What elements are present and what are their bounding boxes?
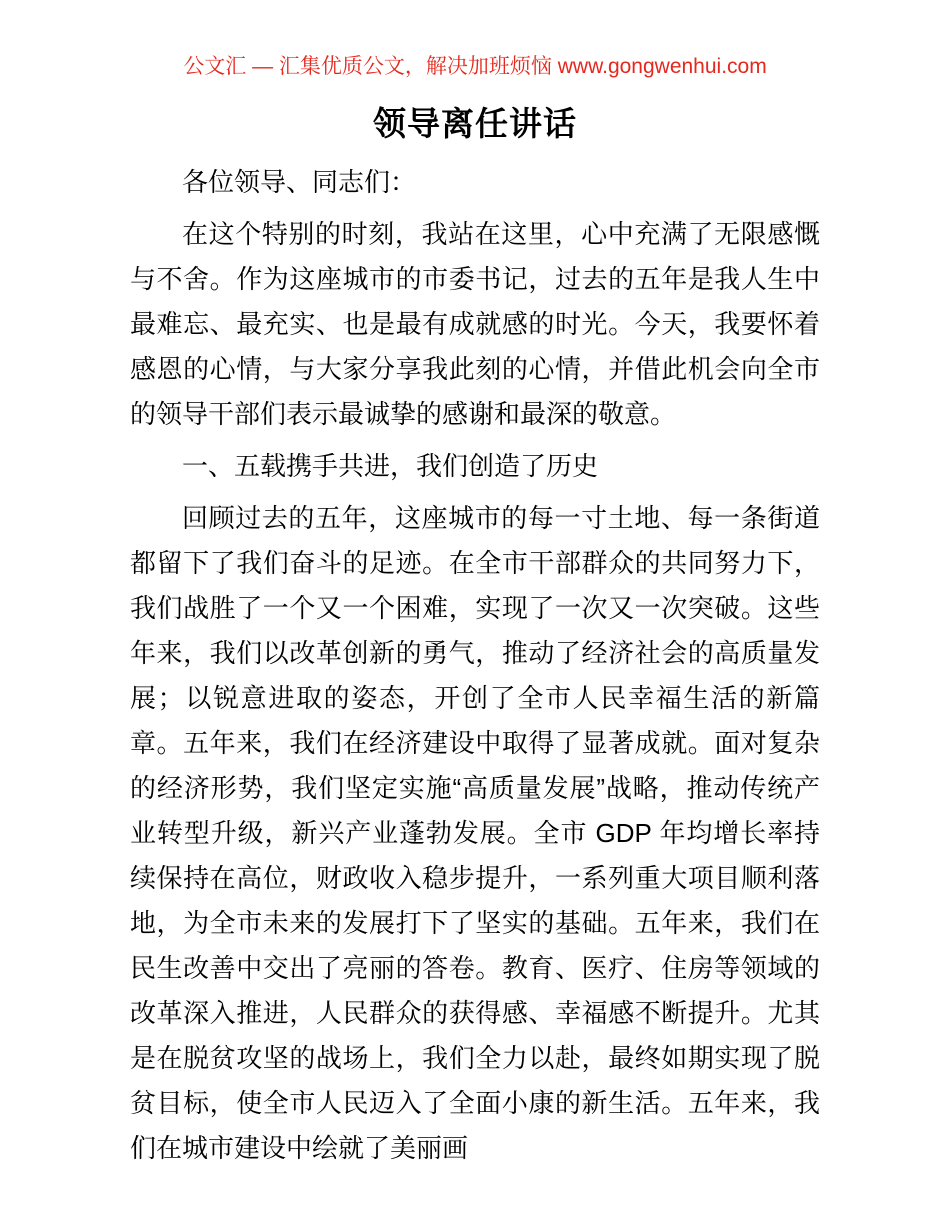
intro-paragraph: 在这个特别的时刻，我站在这里，心中充满了无限感慨与不舍。作为这座城市的市委书记，过去的五年是我人生中最难忘、最充实、也是最有成就感的时光。今天，我要怀着感恩的心情，与大家分享我此刻的心情，并借此机会向全市的领导干部们表示最诚挚的感谢和最深的敬意。 [130,219,820,429]
watermark-header: 公文汇 — 汇集优质公文，解决加班烦恼 www.gongwenhui.com [183,55,767,78]
document-body [130,160,820,1171]
salutation-paragraph: 各位领导、同志们： [182,167,417,197]
section-heading: 一、五载携手共进，我们创造了历史 [182,451,599,481]
document-title: 领导离任讲话 [373,105,577,142]
section-paragraph: 回顾过去的五年，这座城市的每一寸土地、每一条街道都留下了我们奋斗的足迹。在全市干部群众的共同努力下，我们战胜了一个又一个困难，实现了一次又一次突破。这些年来，我们以改革创新的勇气，推动了经济社会的高质量发展；以锐意进取的姿态，开创了全市人民幸福生活的新篇章。五年来，我们在经济建设中取得了显著成就。面对复杂的经济形势，我们坚定实施“高质量发展”战略，推动传统产业转型升级，新兴产业蓬勃发展。全市 GDP 年均增长率持续保持在高位，财政收入稳步提升，一系列重大项目顺利落地，为全市未来的发展打下了坚实的基础。五年来，我们在民生改善中交出了亮丽的答卷。教育、医疗、住房等领域的改革深入推进，人民群众的获得感、幸福感不断提升。尤其是在脱贫攻坚的战场上，我们全力以赴，最终如期实现了脱贫目标，使全市人民迈入了全面小康的新生活。五年来，我们在城市建设中绘就了美丽画 [130,503,820,1163]
